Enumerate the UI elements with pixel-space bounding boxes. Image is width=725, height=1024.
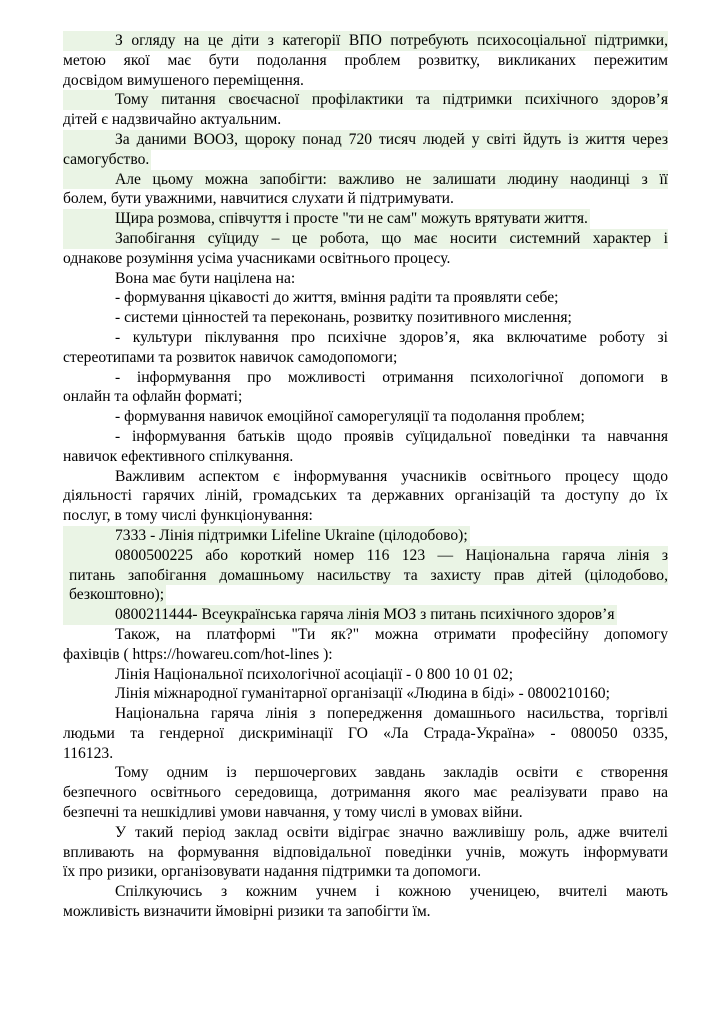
- text-line: - формування цікавості до життя, вміння радіти та проявляти себе;: [115, 289, 559, 307]
- paragraph: [63, 882, 668, 922]
- text-line: дітей є надзвичайно актуальним.: [63, 111, 282, 129]
- paragraph: [63, 763, 668, 822]
- paragraph: [63, 308, 668, 328]
- paragraph: [63, 625, 668, 665]
- text-line: питань запобігання домашньому насильству та захисту прав дітей (цілодобово,: [63, 566, 668, 586]
- paragraph: [63, 328, 668, 368]
- text-line: безпечні та нешкідливі умови навчання, у тому числі в умовах війни.: [63, 804, 523, 822]
- text-line: - формування навичок емоційної саморегуляції та подолання проблем;: [115, 408, 585, 426]
- text-line: послуг, в тому числі функціонування:: [63, 507, 313, 525]
- text-line: З огляду на це діти з категорії ВПО потребують психосоціальної підтримки,: [63, 31, 668, 51]
- paragraph: [63, 269, 668, 289]
- text-line: - інформування про можливості отримання психологічної допомоги в: [115, 368, 668, 386]
- text-line: онлайн та офлайн форматі;: [63, 388, 243, 406]
- paragraph: [63, 368, 668, 408]
- paragraph: [63, 467, 668, 526]
- paragraph: [63, 427, 668, 467]
- text-line: 0800211444- Всеукраїнська гаряча лінія МОЗ з питань психічного здоров’я: [63, 605, 617, 625]
- text-line: У такий період заклад освіти відіграє значно важливішу роль, адже вчителі: [115, 823, 668, 841]
- text-line: Запобігання суїциду – це робота, що має носити системний характер і: [63, 229, 668, 249]
- text-line: - культури піклування про психічне здоров’я, яка включатиме роботу зі: [115, 328, 668, 346]
- text-line: метою якої має бути подолання проблем розвитку, викликаних пережитим: [63, 51, 668, 69]
- text-line: Лінія міжнародної гуманітарної організації «Людина в біді» - 0800210160;: [115, 685, 610, 703]
- text-line: стереотипами та розвиток навичок самодопомоги;: [63, 348, 398, 366]
- text-line: їх про ризики, організовувати надання підтримки та допомоги.: [63, 863, 482, 881]
- paragraph: [63, 229, 668, 269]
- text-line: навичок ефективного спілкування.: [63, 447, 294, 465]
- text-line: самогубство.: [63, 150, 150, 168]
- paragraph: [63, 31, 668, 90]
- text-line: болем, бути уважними, навчитися слухати й підтримувати.: [63, 190, 454, 208]
- paragraph: [63, 704, 668, 763]
- paragraph: [63, 170, 668, 210]
- text-line: 0800500225 або короткий номер 116 123 — Національна гаряча лінія з: [63, 546, 668, 566]
- text-line: безкоштовно);: [63, 585, 166, 605]
- text-line: діяльності гарячих ліній, громадських та державних організацій та доступу до їх: [63, 487, 668, 505]
- paragraph: [63, 823, 668, 882]
- text-line: Але цьому можна запобігти: важливо не залишати людину наодинці з її: [63, 170, 668, 190]
- text-line: однакове розуміння усіма учасниками освітнього процесу.: [63, 249, 451, 267]
- text-line: Важливим аспектом є інформування учасників освітнього процесу щодо: [115, 467, 668, 485]
- document-text: [63, 31, 668, 922]
- text-line: Національна гаряча лінія з попередження домашнього насильства, торгівлі: [115, 705, 668, 723]
- text-line: За даними ВООЗ, щороку понад 720 тисяч людей у світі йдуть із життя через: [63, 130, 668, 150]
- paragraph: [63, 209, 668, 229]
- paragraph: [63, 526, 668, 546]
- paragraph: [63, 546, 668, 605]
- text-line: впливають на формування відповідальної поведінки учнів, можуть інформувати: [63, 843, 668, 861]
- text-line: Вона має бути націлена на:: [115, 269, 296, 287]
- text-line: досвідом вимушеного переміщення.: [63, 71, 304, 89]
- text-line: Щира розмова, співчуття і просте "ти не сам" можуть врятувати життя.: [63, 209, 590, 229]
- text-line: - інформування батьків щодо проявів суїцидальної поведінки та навчання: [115, 427, 668, 445]
- paragraph: [63, 288, 668, 308]
- text-line: Тому одним із першочергових завдань закладів освіти є створення: [115, 764, 668, 782]
- text-line: Спілкуючись з кожним учнем і кожною ученицею, вчителі мають: [115, 883, 668, 901]
- paragraph: [63, 90, 668, 130]
- paragraph: [63, 407, 668, 427]
- text-line: Також, на платформі "Ти як?" можна отримати професійну допомогу: [115, 625, 668, 643]
- text-line: фахівців ( https://howareu.com/hot-lines ):: [63, 645, 333, 663]
- paragraph: [63, 684, 668, 704]
- text-line: людьми та гендерної дискримінації ГО «Ла Страда-Україна» - 080050 0335,: [63, 724, 668, 742]
- text-line: Лінія Національної психологічної асоціації - 0 800 10 01 02;: [115, 665, 514, 683]
- text-line: 116123.: [63, 744, 114, 762]
- text-line: - системи цінностей та переконань, розвитку позитивного мислення;: [115, 309, 572, 327]
- paragraph: [63, 130, 668, 170]
- text-line: безпечного освітнього середовища, дотримання якого має реалізувати право на: [63, 784, 668, 802]
- text-line: можливість визначити ймовірні ризики та запобігти їм.: [63, 903, 431, 921]
- paragraph: [63, 665, 668, 685]
- text-line: Тому питання своєчасної профілактики та підтримки психічного здоров’я: [63, 90, 668, 110]
- paragraph: [63, 605, 668, 625]
- text-line: 7333 - Лінія підтримки Lifeline Ukraine (цілодобово);: [63, 526, 470, 546]
